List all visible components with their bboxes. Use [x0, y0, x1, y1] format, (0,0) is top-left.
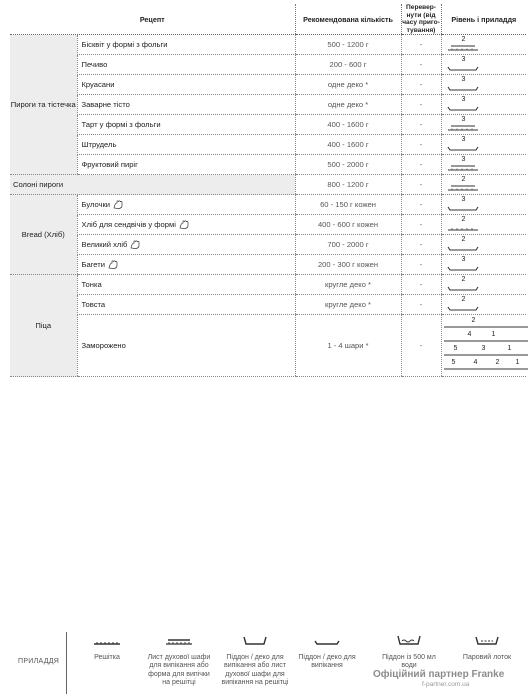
accessory-item: Піддон / деко для випікання — [292, 632, 362, 671]
recommended-amount: 700 - 2000 г — [295, 235, 401, 255]
level-number: 2 — [461, 276, 466, 283]
proofing-hand-icon — [108, 260, 119, 269]
flip-value: - — [401, 175, 441, 195]
recipe-name: Багети — [77, 255, 295, 275]
wire-rack-icon — [92, 632, 122, 648]
level-set — [444, 331, 528, 342]
recipe-name: Фруктовий пиріг — [77, 155, 295, 175]
level-cell — [441, 35, 526, 55]
recipe-name: Тарт у формі з фольги — [77, 115, 295, 135]
recommended-amount: 500 - 2000 г — [295, 155, 401, 175]
level-number: 1 — [491, 330, 496, 338]
flip-value: - — [401, 215, 441, 235]
level-number: 3 — [461, 256, 466, 263]
header-amount: Рекомендована кількість — [295, 4, 401, 35]
recommended-amount: одне деко * — [295, 75, 401, 95]
flip-value: - — [401, 255, 441, 275]
baking-tray-icon — [446, 144, 480, 152]
flip-value: - — [401, 35, 441, 55]
header-level: Рівень і приладдя — [441, 4, 526, 35]
level-cell — [441, 175, 526, 195]
recommended-amount: 200 - 300 г кожен — [295, 255, 401, 275]
level-number: 3 — [461, 96, 466, 103]
wire-rack-icon — [446, 224, 480, 232]
category-label: Пироги та тістечка — [10, 35, 77, 175]
shelf-lines-icon — [444, 367, 528, 371]
table-row — [10, 135, 526, 155]
recipe-name: Заварне тісто — [77, 95, 295, 115]
recipe-name: Заморожено — [77, 315, 295, 377]
shelf-lines-icon — [444, 339, 528, 343]
level-cell — [441, 235, 526, 255]
level-number: 1 — [507, 344, 512, 352]
recipe-name: Бісквіт у формі з фольги — [77, 35, 295, 55]
category-label: Bread (Хліб) — [10, 195, 77, 275]
level-cell — [441, 315, 526, 377]
flip-value: - — [401, 75, 441, 95]
category-label: Солоні пироги — [10, 175, 295, 195]
rack-with-tray-icon — [446, 44, 480, 52]
recipe-name: Штрудель — [77, 135, 295, 155]
level-number: 3 — [461, 56, 466, 63]
level-set — [444, 317, 528, 328]
level-number: 2 — [461, 236, 466, 243]
recommended-amount: одне деко * — [295, 95, 401, 115]
flip-value: - — [401, 315, 441, 377]
level-number: 3 — [461, 76, 466, 83]
recipe-name: Тонка — [77, 275, 295, 295]
level-cell — [441, 75, 526, 95]
level-number: 3 — [461, 116, 466, 123]
level-number: 3 — [461, 156, 466, 163]
header-flip: Перевер-нути (від часу приго-тування) — [402, 4, 440, 34]
flip-value: - — [401, 295, 441, 315]
flip-value: - — [401, 195, 441, 215]
table-row — [10, 155, 526, 175]
accessories-legend — [0, 628, 532, 700]
header-recipe: Рецепт — [10, 4, 295, 35]
level-number: 4 — [467, 330, 472, 338]
steam-tray-icon — [472, 632, 502, 648]
table-row — [10, 255, 526, 275]
table-row — [10, 235, 526, 255]
rack-with-tray-icon — [446, 124, 480, 132]
baking-tray-icon — [446, 244, 480, 252]
level-number: 2 — [471, 316, 476, 324]
accessory-item: Паровий лоток — [452, 632, 522, 662]
recommended-amount: кругле деко * — [295, 295, 401, 315]
recipe-name: Товста — [77, 295, 295, 315]
level-number: 5 — [451, 358, 456, 366]
level-number: 1 — [515, 358, 520, 366]
accessory-item: Решітка — [72, 632, 142, 662]
table-row — [10, 35, 526, 55]
flip-value: - — [401, 115, 441, 135]
level-cell — [441, 215, 526, 235]
accessory-item: Піддон / деко для випікання або лист духової шафи для випікання на решітці — [220, 632, 290, 688]
level-number: 3 — [461, 196, 466, 203]
level-number: 2 — [495, 358, 500, 366]
proofing-hand-icon — [130, 240, 141, 249]
flip-value: - — [401, 155, 441, 175]
level-set — [444, 345, 528, 356]
table-row — [10, 175, 526, 195]
shelf-lines-icon — [444, 325, 528, 329]
recipe-name: Великий хліб — [77, 235, 295, 255]
level-number: 2 — [461, 216, 466, 223]
rack-with-tray-icon — [446, 164, 480, 172]
baking-tray-icon — [446, 104, 480, 112]
flip-value: - — [401, 235, 441, 255]
tray-with-water-icon — [394, 632, 424, 648]
level-number: 5 — [453, 344, 458, 352]
rack-with-tray-icon — [164, 632, 194, 648]
recipe-name: Печиво — [77, 55, 295, 75]
recipe-name: Круасани — [77, 75, 295, 95]
flip-value: - — [401, 135, 441, 155]
accessories-divider — [66, 632, 67, 694]
table-row — [10, 315, 526, 377]
recommended-amount: 400 - 1600 г — [295, 135, 401, 155]
baking-tray-icon — [446, 64, 480, 72]
recipe-name: Хліб для сендвічів у формі — [77, 215, 295, 235]
watermark-text: Офіційний партнер Franke — [373, 669, 505, 680]
recommended-amount: кругле деко * — [295, 275, 401, 295]
flip-value: - — [401, 275, 441, 295]
recommended-amount: 1 - 4 шари * — [295, 315, 401, 377]
level-number: 2 — [461, 296, 466, 303]
shelf-lines-icon — [444, 353, 528, 357]
level-cell — [441, 115, 526, 135]
recommended-amount: 500 - 1200 г — [295, 35, 401, 55]
baking-tray-icon — [446, 284, 480, 292]
level-number: 3 — [481, 344, 486, 352]
recipe-table — [10, 4, 526, 377]
table-row — [10, 195, 526, 215]
table-row — [10, 115, 526, 135]
accessories-title: ПРИЛАДДЯ — [18, 658, 60, 665]
level-cell — [441, 135, 526, 155]
recipe-name: Булочки — [77, 195, 295, 215]
level-cell — [441, 255, 526, 275]
proofing-hand-icon — [113, 200, 124, 209]
level-cell — [441, 295, 526, 315]
flip-value: - — [401, 55, 441, 75]
level-cell — [441, 195, 526, 215]
level-number: 4 — [473, 358, 478, 366]
level-cell — [441, 155, 526, 175]
watermark-site: f-partner.com.ua — [422, 681, 470, 688]
level-cell — [441, 275, 526, 295]
level-number: 2 — [461, 176, 466, 183]
baking-tray-icon — [446, 84, 480, 92]
table-row — [10, 215, 526, 235]
table-row — [10, 55, 526, 75]
recommended-amount: 60 - 150 г кожен — [295, 195, 401, 215]
table-row — [10, 275, 526, 295]
recommended-amount: 800 - 1200 г — [295, 175, 401, 195]
baking-tray-icon — [446, 264, 480, 272]
baking-tray-icon — [446, 304, 480, 312]
table-row — [10, 95, 526, 115]
table-row — [10, 295, 526, 315]
table-row — [10, 75, 526, 95]
drip-tray-icon — [240, 632, 270, 648]
accessory-item: Піддон із 500 мл води — [374, 632, 444, 671]
level-set — [444, 359, 528, 370]
recommended-amount: 200 - 600 г — [295, 55, 401, 75]
level-cell — [441, 55, 526, 75]
baking-tray-icon — [312, 632, 342, 648]
flip-value: - — [401, 95, 441, 115]
level-cell — [441, 95, 526, 115]
recommended-amount: 400 - 1600 г — [295, 115, 401, 135]
proofing-hand-icon — [179, 220, 190, 229]
baking-tray-icon — [446, 204, 480, 212]
recommended-amount: 400 - 600 г кожен — [295, 215, 401, 235]
level-number: 3 — [461, 136, 466, 143]
rack-with-tray-icon — [446, 184, 480, 192]
level-number: 2 — [461, 36, 466, 43]
accessory-item: Лист духової шафи для випікання або форма для випічки на решітці — [144, 632, 214, 688]
category-label: Піца — [10, 275, 77, 377]
